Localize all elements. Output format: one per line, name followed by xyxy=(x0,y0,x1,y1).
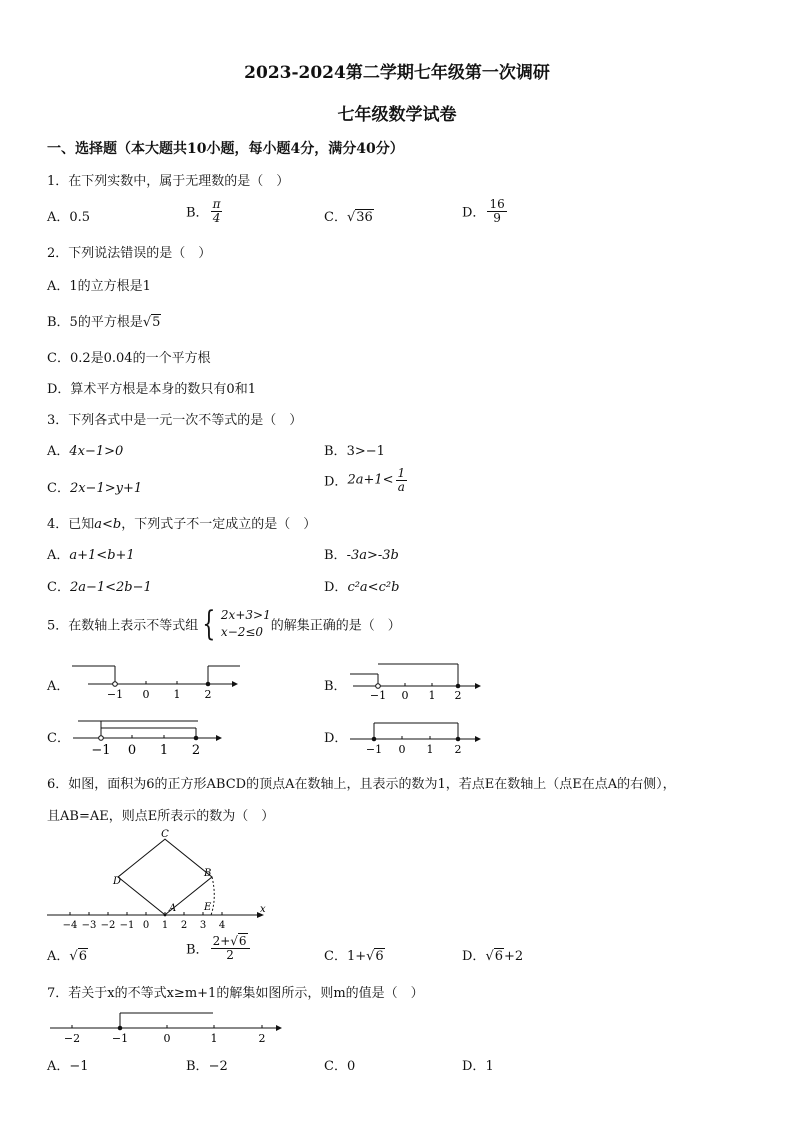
q5-option-a-numberline xyxy=(70,660,240,702)
tick-label: 2 xyxy=(454,689,462,702)
q6-option-d: D．√6+2 xyxy=(462,949,524,964)
q7-stem: 7．若关于x的不等式x≥m+1的解集如图所示，则m的值是（ ） xyxy=(47,986,424,1001)
q3-option-c: C．2x−1>y+1 xyxy=(47,481,143,496)
q3-option-b: B．3>−1 xyxy=(324,444,385,459)
q4-option-a: A．a+1<b+1 xyxy=(47,548,135,563)
tick-label: 1 xyxy=(210,1032,218,1045)
q2-option-b: B．5的平方根是√5 xyxy=(47,315,161,330)
q5-option-d-numberline xyxy=(345,713,485,755)
tick-label: 1 xyxy=(159,743,169,757)
label-e: E xyxy=(204,902,212,913)
q5-option-b-label: B． xyxy=(324,679,347,694)
tick-label: 1 xyxy=(161,920,169,931)
tick-label: 1 xyxy=(173,688,181,701)
q7-option-a: A．−1 xyxy=(47,1059,89,1074)
q2-stem: 2．下列说法错误的是（ ） xyxy=(47,246,212,261)
q2-option-c: C．0.2是0.04的一个平方根 xyxy=(47,351,211,366)
q5-option-b-numberline xyxy=(345,660,485,702)
label-c: C xyxy=(161,829,169,840)
q4-option-c: C．2a−1<2b−1 xyxy=(47,580,152,595)
exam-subtitle: 七年级数学试卷 xyxy=(337,105,457,125)
q4-option-b: B．-3a>-3b xyxy=(324,548,399,563)
q6-stem-line2: 且AB=AE，则点E所表示的数为（ ） xyxy=(47,809,275,824)
q4-stem: 4．已知a<b，下列式子不一定成立的是（ ） xyxy=(47,517,317,532)
q6-stem-line1: 6．如图，面积为6的正方形ABCD的顶点A在数轴上，且表示的数为1，若点E在数轴上（点E在点A的右侧）， xyxy=(47,777,676,792)
exam-title: 2023-2024第二学期七年级第一次调研 xyxy=(244,63,550,83)
q1-stem: 1．在下列实数中，属于无理数的是（ ） xyxy=(47,174,290,189)
tick-label: 0 xyxy=(163,1032,171,1045)
q2-option-a: A．1的立方根是1 xyxy=(47,279,151,294)
tick-label: 3 xyxy=(199,920,207,931)
tick-label: 0 xyxy=(127,743,137,757)
tick-label: −1 xyxy=(111,1032,129,1045)
tick-label: 1 xyxy=(426,743,434,755)
q3-option-d: D．2a+1< $\frac{1}{a}$ xyxy=(324,466,406,494)
tick-label: −3 xyxy=(81,920,97,931)
q7-option-c: C．0 xyxy=(324,1059,356,1074)
q5-option-c-label: C． xyxy=(47,731,70,746)
label-d: D xyxy=(112,876,121,887)
tick-label: −4 xyxy=(62,920,78,931)
tick-label: −1 xyxy=(119,920,135,931)
tick-label: 2 xyxy=(204,688,212,701)
tick-label: 0 xyxy=(142,688,150,701)
q5-option-a-label: A． xyxy=(47,679,70,694)
tick-label: −1 xyxy=(106,688,124,701)
q1-option-c: C．√36 xyxy=(324,210,373,225)
tick-label: −1 xyxy=(369,689,387,702)
tick-label: 2 xyxy=(454,743,462,755)
tick-label: −1 xyxy=(91,743,111,757)
tick-label: −2 xyxy=(63,1032,81,1045)
tick-label: 0 xyxy=(401,689,409,702)
q3-option-a: A．4x−1>0 xyxy=(47,444,124,459)
q7-option-d: D．1 xyxy=(462,1059,494,1074)
section-heading: 一、选择题（本大题共10小题，每小题4分，满分40分） xyxy=(47,141,404,157)
q7-option-b: B．−2 xyxy=(186,1059,228,1074)
q1-option-b: B． $\frac{\pi}{4}$ xyxy=(186,197,221,225)
q6-option-c: C．1+√6 xyxy=(324,949,384,964)
q6-figure xyxy=(45,828,270,932)
tick-label: 4 xyxy=(218,920,226,931)
label-b: B xyxy=(204,868,212,879)
q1-option-a: A．0.5 xyxy=(47,210,91,225)
label-a: A xyxy=(169,903,177,914)
q1-option-d: D． $\frac{16}{9}$ xyxy=(462,197,505,225)
tick-label: −1 xyxy=(365,743,383,755)
q5-option-c-numberline xyxy=(68,713,228,757)
q4-option-d: D．c²a<c²b xyxy=(324,580,400,595)
q5-option-d-label: D． xyxy=(324,731,348,746)
q2-option-d: D．算术平方根是本身的数只有0和1 xyxy=(47,382,256,397)
tick-label: −2 xyxy=(100,920,116,931)
label-x: x xyxy=(260,904,266,915)
q5-stem: 5．在数轴上表示不等式组 { 2x+3>1 x−2≤0 的解集正确的是（ ） xyxy=(47,604,401,644)
tick-label: 0 xyxy=(142,920,150,931)
tick-label: 0 xyxy=(398,743,406,755)
tick-label: 2 xyxy=(180,920,188,931)
q7-numberline xyxy=(48,1008,288,1046)
q3-stem: 3．下列各式中是一元一次不等式的是（ ） xyxy=(47,413,303,428)
tick-label: 2 xyxy=(191,743,201,757)
q6-option-a: A．√6 xyxy=(47,949,87,964)
q6-option-b: B． $\frac{2+√6}{2}$ xyxy=(186,935,252,961)
tick-label: 1 xyxy=(428,689,436,702)
tick-label: 2 xyxy=(258,1032,266,1045)
